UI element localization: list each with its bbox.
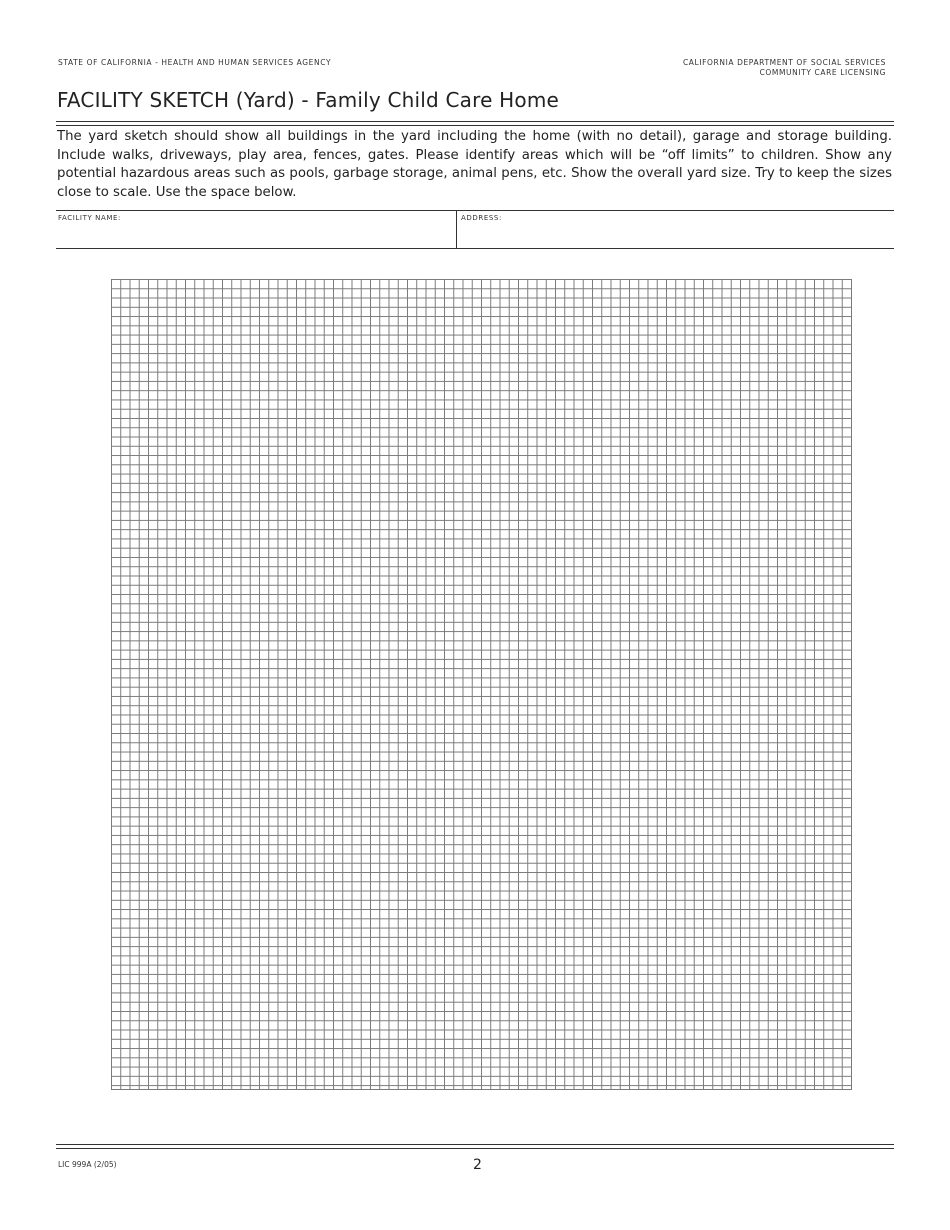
address-label: ADDRESS: xyxy=(461,214,502,222)
agency-header: STATE OF CALIFORNIA - HEALTH AND HUMAN SERVICES AGENCY xyxy=(58,58,332,67)
page-number: 2 xyxy=(473,1157,482,1173)
sketch-grid[interactable] xyxy=(111,279,852,1090)
instructions-text: The yard sketch should show all buildings in the yard including the home (with no detail), garage and storage building. Include walks, driveways, play area, fences, gates. Please identify areas which will be “off limits” to children. Show any potential hazardous areas such as pools, garbage storage, animal pens, etc. Show the overall yard size. Try to keep the sizes close to scale. Use the space below. xyxy=(57,129,892,200)
title-divider xyxy=(56,121,894,126)
page-title: FACILITY SKETCH (Yard) - Family Child Care Home xyxy=(57,88,560,112)
department-name: CALIFORNIA DEPARTMENT OF SOCIAL SERVICES xyxy=(682,58,886,67)
facility-name-field[interactable] xyxy=(56,211,457,248)
division-name: COMMUNITY CARE LICENSING xyxy=(759,68,886,77)
facility-name-label: FACILITY NAME: xyxy=(58,214,121,222)
department-header xyxy=(683,58,886,78)
facility-info-fields xyxy=(56,210,894,249)
address-field[interactable] xyxy=(457,211,894,248)
form-number: LIC 999A (2/05) xyxy=(58,1160,117,1169)
footer-divider xyxy=(56,1144,894,1149)
